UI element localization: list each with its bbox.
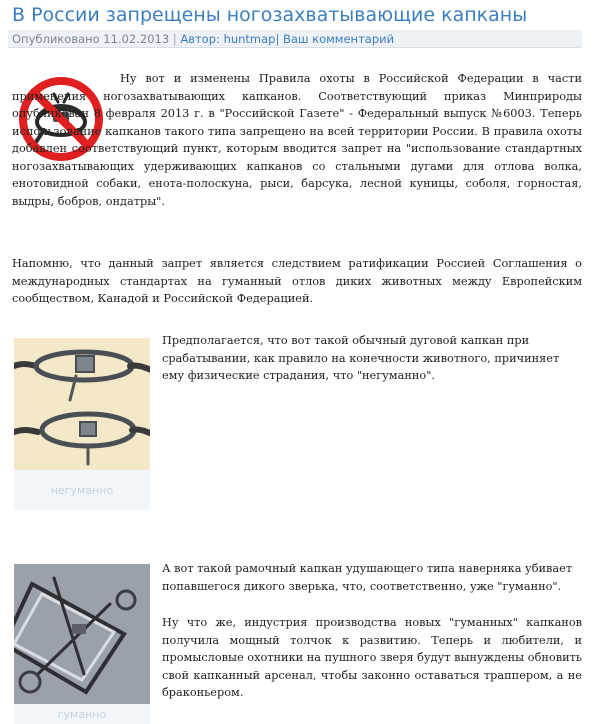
bodygrip-trap-photo <box>14 564 150 704</box>
meta-separator: | <box>172 32 177 46</box>
published-date: Опубликовано 11.02.2013 <box>12 32 170 46</box>
comment-link[interactable]: | Ваш комментарий <box>275 32 395 46</box>
leghold-trap-photo <box>14 338 150 470</box>
photo-caption-inhumane <box>14 470 150 510</box>
paragraph-1: Ну вот и изменены Правила охоты в Российской Федерации в части применения ногозахватывающих капканов. Соответствующий приказ Минприроды опубликован 8 февраля 2013 г. в "Российской Газете" - Федеральный выпуск №6003. Теперь использование капканов такого типа запрещено на всей территории России. В правила охоты добавлен соответствующий пункт, которым вводится запрет на "использование стандартных ногозахватывающих удерживающих капканов со стальными дугами для отлова волка, енотовидной собаки, енота-полоскуна, рыси, барсука, лесной куницы, соболя, горностая, выдры, бобров, ондатры". <box>12 72 582 208</box>
caption-inhumane-text: негуманно <box>50 484 114 497</box>
paragraph-5: Ну что же, индустрия производства новых "гуманных" капканов получила мощный толчок к развитию. Теперь и любители, и промысловые охотники на пушного зверя будут вынуждены обновить свой капканный арсенал, чтобы законно оставаться траппером, а не браконьером. <box>162 616 582 699</box>
paragraph-3: Предполагается, что вот такой обычный дуговой капкан при срабатывании, как правило на конечности животного, причиняет ему физические страдания, что "негуманно". <box>162 334 560 382</box>
author-prefix: Автор: <box>180 32 220 46</box>
article-meta <box>8 30 582 48</box>
author-link[interactable]: huntmap <box>223 32 276 46</box>
photo-caption-humane <box>14 704 150 724</box>
caption-humane-text: гуманно <box>57 708 107 721</box>
paragraph-4: А вот такой рамочный капкан удушающего типа наверняка убивает попавшегося дикого зверька, что, соответственно, уже "гуманно". <box>162 562 573 593</box>
paragraph-2: Напомню, что данный запрет является следствием ратификации Россией Соглашения о международных стандартах на гуманный отлов диких животных между Европейским сообществом, Канадой и Российской Федерацией. <box>12 257 582 305</box>
article-title[interactable]: В России запрещены ногозахватывающие капканы <box>12 4 528 26</box>
